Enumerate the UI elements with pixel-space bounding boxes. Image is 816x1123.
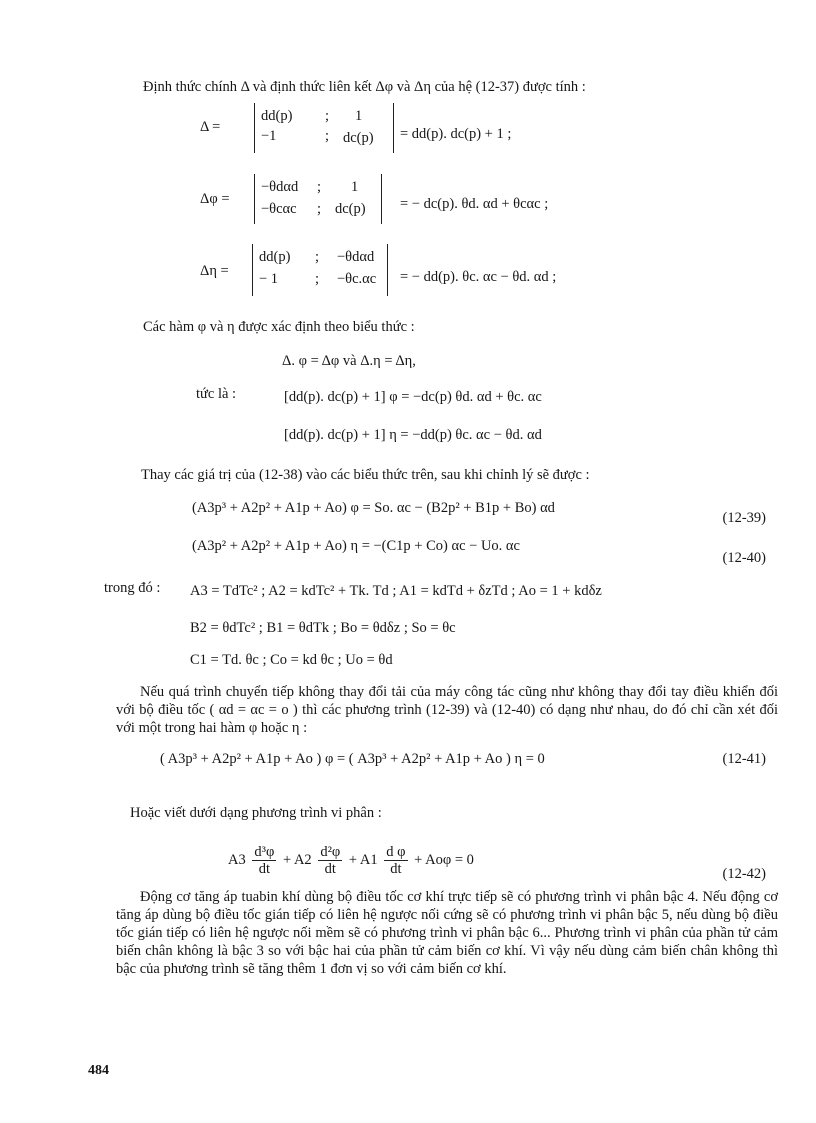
det-delta-a21: −1	[261, 128, 277, 144]
equation-phi: [dd(p). dc(p) + 1] φ = −dc(p) θd. αd + θc. αc	[284, 389, 542, 405]
paragraph-transient: Nếu quá trình chuyển tiếp không thay đổi tải của máy công tác cũng như không thay đổi tay điều khiển đối với bộ điều tốc ( αd = αc = o ) thì các phương trình (12-39) và (12-40) có dạng như nhau, do đó chỉ cần xét đối với một trong hai hàm φ hoặc η :	[116, 684, 778, 736]
det-delta-matrix: dd(p) ; 1 −1 ; dc(p)	[254, 103, 394, 153]
det-eta-a12: −θdαd	[337, 249, 375, 265]
det-delta-a12: 1	[355, 108, 363, 124]
det-phi-a21: −θcαc	[261, 201, 297, 217]
det-eta-rhs: = − dd(p). θc. αc − θd. αd ;	[400, 269, 557, 285]
frac-d3phi-dt: $\frac{\text{d³φ}}{dt}$	[254, 844, 275, 878]
det-phi-a22: dc(p)	[335, 201, 366, 217]
where-label: trong đó :	[104, 580, 161, 596]
det-delta-a11: dd(p)	[261, 108, 293, 124]
coef-a2: + A2	[282, 852, 312, 868]
equation-tail: + Aoφ = 0	[414, 852, 474, 868]
det-phi-a12: 1	[351, 179, 359, 195]
equation-12-39: (A3p³ + A2p² + A1p + Ao) φ = So. αc − (B2p² + B1p + Bo) αd	[192, 500, 555, 516]
equation-12-41: ( A3p³ + A2p² + A1p + Ao ) φ = ( A3p³ + A2p² + A1p + Ao ) η = 0	[160, 751, 545, 767]
det-eta-a11: dd(p)	[259, 249, 291, 265]
diff-equation-intro: Hoặc viết dưới dạng phương trình vi phân :	[130, 805, 382, 821]
equation-12-40: (A3p² + A2p² + A1p + Ao) η = −(C1p + Co) αc − Uo. αc	[192, 538, 520, 554]
page-number: 484	[88, 1063, 109, 1078]
frac-dphi-dt: $\frac{\text{d φ}}{dt}$	[386, 844, 406, 878]
func-equation: Δ. φ = Δφ và Δ.η = Δη,	[282, 353, 416, 369]
coef-a3: A3	[228, 852, 246, 868]
equation-number-12-41: (12-41)	[722, 751, 766, 767]
frac-d2phi-dt: $\frac{\text{d²φ}}{dt}$	[320, 844, 341, 878]
det-eta-a22: −θc.αc	[337, 271, 377, 287]
equation-12-42	[228, 843, 474, 877]
equation-number-12-42: (12-42)	[722, 866, 766, 882]
equation-eta: [dd(p). dc(p) + 1] η = −dd(p) θc. αc − θd. αd	[284, 427, 542, 443]
det-delta-a22: dc(p)	[343, 130, 374, 146]
det-eta-matrix: dd(p) ; −θdαd − 1 ; −θc.αc	[252, 244, 388, 296]
paragraph-engine: Động cơ tăng áp tuabin khí dùng bộ điều tốc cơ khí trực tiếp sẽ có phương trình vi phân bậc 4. Nếu động cơ tăng áp dùng bộ điều tốc gián tiếp có liên hệ ngược nối cứng sẽ có phương trình vi phân bậc 5, nếu dùng bộ điều tốc gián tiếp có liên hệ ngược nối mềm sẽ có phương trình vi phân bậc 6... Phương trình vi phân của phần tử cảm biến chân không là bậc 3 so với bậc hai của phần tử cảm biến cơ khí. Vì vậy nếu dùng cảm biến chân không thì bậc của phương trình sẽ tăng thêm 1 đơn vị so với cảm biến cơ khí.	[116, 889, 778, 977]
det-eta-lhs: Δη =	[200, 263, 229, 279]
equation-number-12-40: (12-40)	[722, 550, 766, 566]
intro-line: Định thức chính Δ và định thức liên kết Δφ và Δη của hệ (12-37) được tính :	[143, 79, 586, 95]
substitute-line: Thay các giá trị của (12-38) vào các biểu thức trên, sau khi chỉnh lý sẽ được :	[141, 467, 590, 483]
coef-a1: + A1	[348, 852, 378, 868]
det-phi-lhs: Δφ =	[200, 191, 230, 207]
det-phi-rhs: = − dc(p). θd. αd + θcαc ;	[400, 196, 549, 212]
where-line-1: A3 = TdTc² ; A2 = kdTc² + Tk. Td ; A1 = kdTd + δzTd ; Ao = 1 + kdδz	[190, 583, 602, 599]
det-phi-matrix: −θdαd ; 1 −θcαc ; dc(p)	[254, 174, 382, 224]
det-delta-lhs: Δ =	[200, 119, 221, 135]
det-phi-a11: −θdαd	[261, 179, 299, 195]
where-line-3: C1 = Td. θc ; Co = kd θc ; Uo = θd	[190, 652, 393, 668]
equation-number-12-39: (12-39)	[722, 510, 766, 526]
tuc-la-label: tức là :	[196, 386, 237, 402]
where-line-2: B2 = θdTc² ; B1 = θdTk ; Bo = θdδz ; So = θc	[190, 620, 456, 636]
functions-line: Các hàm φ và η được xác định theo biểu thức :	[143, 319, 415, 335]
det-eta-a21: − 1	[259, 271, 279, 287]
det-delta-rhs: = dd(p). dc(p) + 1 ;	[400, 126, 512, 142]
